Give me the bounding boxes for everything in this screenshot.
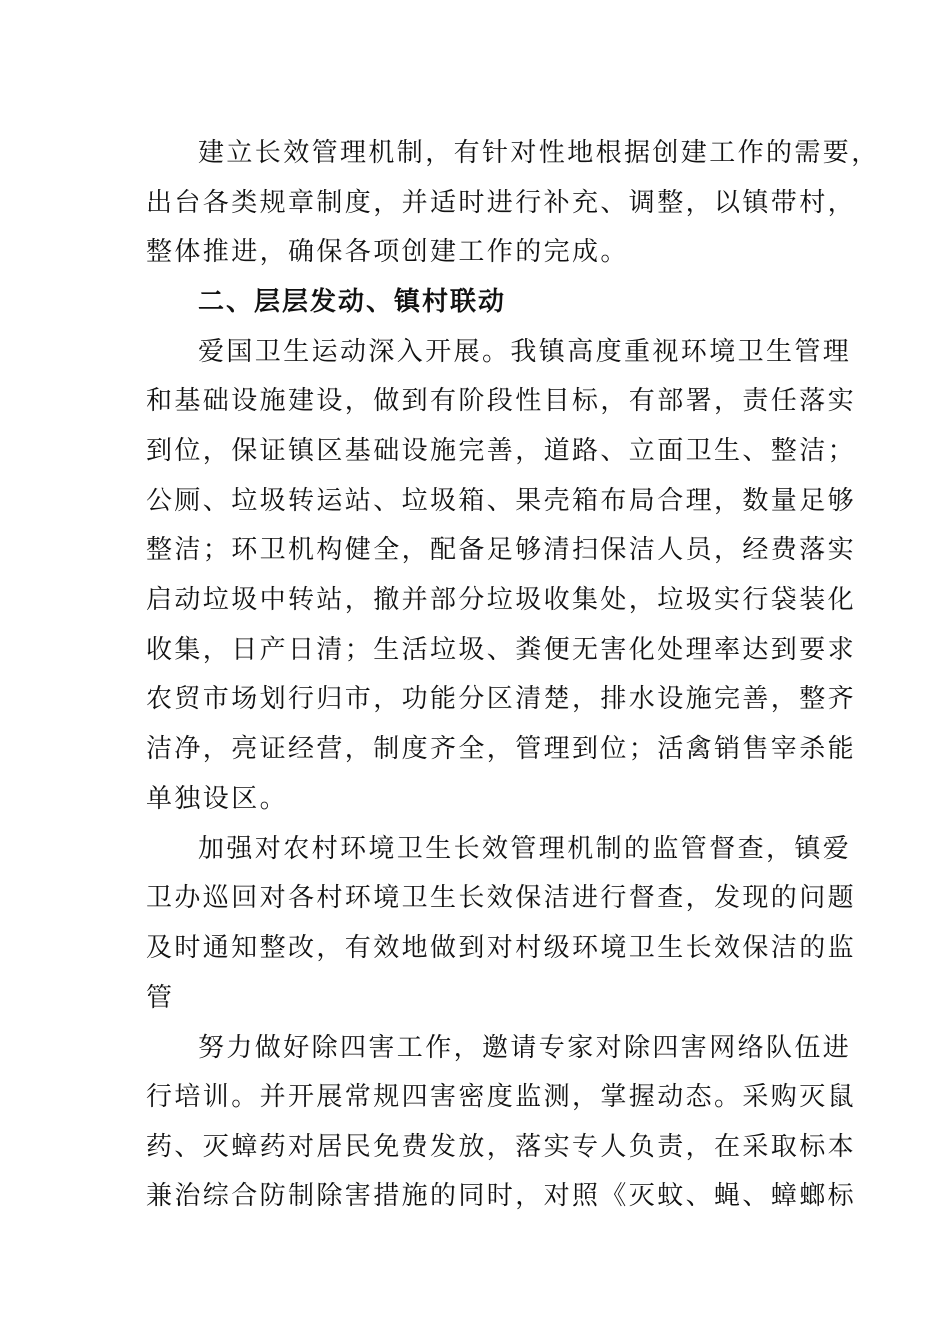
section-heading: 二、层层发动、镇村联动 — [198, 287, 507, 317]
text-line: 收集，日产日清；生活垃圾、粪便无害化处理率达到要求 — [146, 635, 857, 665]
text-line: 努力做好除四害工作，邀请专家对除四害网络队伍进 — [198, 1033, 852, 1063]
text-line: 和基础设施建设，做到有阶段性目标，有部署，责任落实 — [146, 386, 857, 416]
text-line: 行培训。并开展常规四害密度监测，掌握动态。采购灭鼠 — [146, 1082, 857, 1112]
text-line: 公厕、垃圾转运站、垃圾箱、果壳箱布局合理，数量足够 — [146, 486, 857, 516]
text-line: 及时通知整改，有效地做到对村级环境卫生长效保洁的监 — [146, 933, 857, 963]
text-line: 药、灭蟑药对居民免费发放，落实专人负责，在采取标本 — [146, 1132, 857, 1162]
text-line: 管 — [146, 983, 175, 1013]
text-line: 洁净，亮证经营，制度齐全，管理到位；活禽销售宰杀能 — [146, 734, 857, 764]
text-line: 出台各类规章制度，并适时进行补充、调整，以镇带村， — [146, 188, 857, 218]
text-line: 整洁；环卫机构健全，配备足够清扫保洁人员，经费落实 — [146, 535, 857, 565]
text-line: 建立长效管理机制，有针对性地根据创建工作的需要， — [198, 138, 880, 168]
text-line: 到位，保证镇区基础设施完善，道路、立面卫生、整洁； — [146, 436, 857, 466]
text-line: 启动垃圾中转站，撤并部分垃圾收集处，垃圾实行袋装化 — [146, 585, 857, 615]
text-line: 爱国卫生运动深入开展。我镇高度重视环境卫生管理 — [198, 337, 852, 367]
text-line: 兼治综合防制除害措施的同时，对照《灭蚊、蝇、蟑螂标 — [146, 1181, 857, 1211]
text-line: 农贸市场划行归市，功能分区清楚，排水设施完善，整齐 — [146, 684, 857, 714]
text-line: 卫办巡回对各村环境卫生长效保洁进行督查，发现的问题 — [146, 883, 857, 913]
text-line: 单独设区。 — [146, 784, 289, 814]
text-line: 整体推进，确保各项创建工作的完成。 — [146, 237, 629, 267]
text-line: 加强对农村环境卫生长效管理机制的监管督查，镇爱 — [198, 834, 852, 864]
